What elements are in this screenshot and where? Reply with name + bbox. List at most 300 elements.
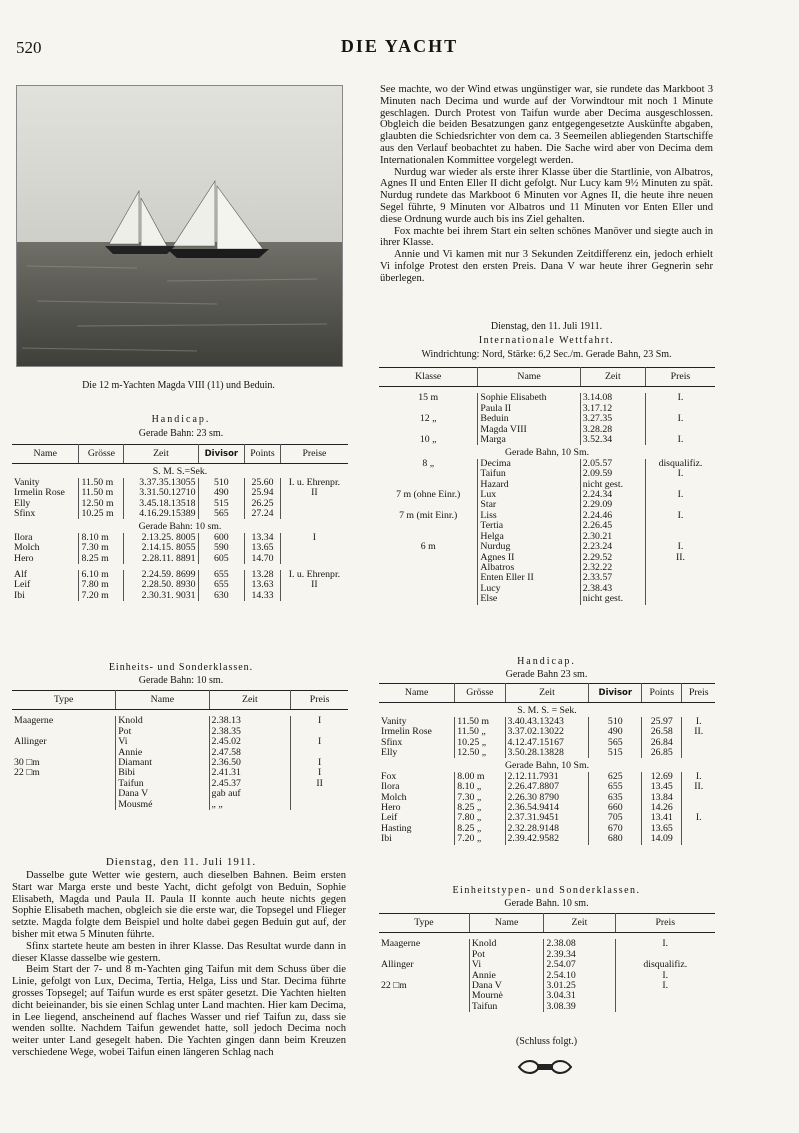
table-cell: 565 xyxy=(198,509,245,519)
table-cell: 10 „ xyxy=(379,435,478,445)
table-cell xyxy=(645,573,715,583)
table-cell: Enten Eller II xyxy=(478,573,580,583)
table-cell: Knold xyxy=(469,939,544,949)
table-cell: Hero xyxy=(379,803,455,813)
table-cell: Elly xyxy=(12,499,79,509)
table-cell: 660 xyxy=(589,803,642,813)
table-row xyxy=(12,509,348,519)
table-cell xyxy=(280,499,348,509)
table-cell: I. u. Ehrenpr. xyxy=(288,476,341,488)
table-cell: Maagerne xyxy=(379,939,469,949)
left-date-heading: Dienstag, den 11. Juli 1911. xyxy=(105,856,257,868)
table-cell: I. xyxy=(695,812,702,824)
table-cell: Irmelin Rose xyxy=(379,727,455,737)
table-cell xyxy=(379,991,469,1001)
table-cell: 7 m (ohne Einr.) xyxy=(379,490,478,500)
table-cell: 2.41.31 xyxy=(209,768,291,778)
table-cell: 14.09 xyxy=(642,834,682,844)
table-cell: Star xyxy=(478,500,580,510)
column-header: Grösse xyxy=(79,445,124,464)
table-cell: 2.47.58 xyxy=(209,748,291,758)
table-cell: 3.37.35.13055 xyxy=(124,478,198,488)
table-row xyxy=(379,521,715,531)
table-row xyxy=(379,511,715,521)
column-header: Divisor xyxy=(198,445,245,464)
table-cell: 8.10 „ xyxy=(455,782,505,792)
table-row xyxy=(12,591,348,601)
table-cell: 3.17.12 xyxy=(580,404,645,414)
table-cell: 2.39.42.9582 xyxy=(505,834,589,844)
table-cell: 2.45.37 xyxy=(209,779,291,789)
section-label-row xyxy=(12,464,348,478)
table-cell: Molch xyxy=(12,543,79,553)
table-cell xyxy=(280,591,348,601)
table-cell: 3.27.35 xyxy=(580,414,645,424)
table-cell: II xyxy=(311,487,318,499)
table-cell: 25.97 xyxy=(642,717,682,727)
table-cell: 4.12.47.15167 xyxy=(505,738,589,748)
table-cell: 26.25 xyxy=(245,499,281,509)
table-cell: 2.12.11.7931 xyxy=(505,772,589,782)
column-header: Type xyxy=(379,914,469,933)
table-cell: 2.30.21 xyxy=(580,532,645,542)
table-cell: 3.04.31 xyxy=(544,991,615,1001)
table-row xyxy=(379,469,715,479)
table-cell xyxy=(291,800,348,810)
table-cell: Irmelin Rose xyxy=(12,488,79,498)
table-cell: 3.50.28.13828 xyxy=(505,748,589,758)
table-cell: 2.38.13 xyxy=(209,716,291,726)
table-cell xyxy=(12,789,116,799)
table-cell: 2.38.08 xyxy=(544,939,615,949)
table-cell: 22 □m xyxy=(12,768,116,778)
handicap-subtitle: Gerade Bahn: 23 sm. xyxy=(138,428,224,439)
handicap-title: Handicap. xyxy=(151,414,211,425)
table-cell: nicht gest. xyxy=(580,594,645,604)
table-cell: 2.36.54.9414 xyxy=(505,803,589,813)
right-handicap-table-wrap xyxy=(379,683,715,845)
table-cell: 670 xyxy=(589,824,642,834)
table-cell: Allinger xyxy=(12,737,116,747)
table-cell: Mournė xyxy=(469,991,544,1001)
table-cell xyxy=(12,779,116,789)
table-cell: 680 xyxy=(589,834,642,844)
table-cell: I xyxy=(317,715,322,727)
table-row xyxy=(379,393,715,403)
table-cell: 11.50 m xyxy=(79,488,124,498)
table-cell: 3.14.08 xyxy=(580,393,645,403)
column-header: Name xyxy=(116,691,209,710)
table-cell: 8 „ xyxy=(379,459,478,469)
table-cell xyxy=(682,738,715,748)
table-cell: 515 xyxy=(589,748,642,758)
table-cell: Diamant xyxy=(116,758,209,768)
column-header: Divisor xyxy=(589,684,642,703)
table-cell: 30 □m xyxy=(12,758,116,768)
table-header-row xyxy=(12,691,348,710)
table-cell: disqualifiz. xyxy=(658,457,703,469)
table-cell: II. xyxy=(694,726,704,738)
right-einheits-title: Einheitstypen- und Sonderklassen. xyxy=(452,885,641,896)
table-cell: Ibi xyxy=(379,834,455,844)
table-cell xyxy=(280,554,348,564)
table-cell: 8.10 m xyxy=(79,533,124,543)
right-date-line: Dienstag, den 11. Juli 1911. xyxy=(490,321,603,332)
table-cell: Sfinx xyxy=(379,738,455,748)
table-cell: Alf xyxy=(12,570,79,580)
table-cell xyxy=(379,521,478,531)
table-cell: 2.38.35 xyxy=(209,727,291,737)
table-cell: 11.50 m xyxy=(79,478,124,488)
table-cell: 590 xyxy=(198,543,245,553)
table-cell: 2.24.59. 8699 xyxy=(124,570,198,580)
table-cell: 12 „ xyxy=(379,414,478,424)
column-header: Name xyxy=(469,914,544,933)
table-cell: Sophie Elisabeth xyxy=(478,393,580,403)
table-cell: Sfinx xyxy=(12,509,79,519)
table-cell: 14.70 xyxy=(245,554,281,564)
page-number: 520 xyxy=(16,38,42,57)
table-cell: 2.26.45 xyxy=(580,521,645,531)
table-cell: Nurdug xyxy=(478,542,580,552)
right-paragraph: Fox machte bei ihrem Start ein selten schönes Manöver und siegte auch in ihrer Klasse. xyxy=(380,225,713,249)
table-cell: 25.60 xyxy=(245,478,281,488)
table-cell: I. xyxy=(695,715,702,727)
column-header: Type xyxy=(12,691,116,710)
right-handicap-title: Handicap. xyxy=(517,656,576,667)
table-row xyxy=(379,584,715,594)
table-cell: 3.37.02.13022 xyxy=(505,727,589,737)
table-cell: Fox xyxy=(379,772,455,782)
table-cell: II xyxy=(316,777,323,789)
table-cell xyxy=(645,521,715,531)
table-row xyxy=(379,414,715,424)
table-cell: 3.45.18.13518 xyxy=(124,499,198,509)
table-cell: 630 xyxy=(198,591,245,601)
table-cell: 3.31.50.12710 xyxy=(124,488,198,498)
table-cell: 12.50 m xyxy=(79,499,124,509)
table-cell: 14.33 xyxy=(245,591,281,601)
column-header: Points xyxy=(245,445,281,464)
table-cell: 8.25 „ xyxy=(455,824,505,834)
table-cell xyxy=(645,594,715,604)
table-cell xyxy=(280,543,348,553)
table-cell: 13.41 xyxy=(642,813,682,823)
section-label: Gerade Bahn: 10 sm. xyxy=(138,521,222,533)
left-paragraph: Sfinx startete heute am besten in ihrer Klasse. Das Resultat wurde dann in dieser Klasse dasselbe wie gestern. xyxy=(12,940,346,964)
table-row xyxy=(12,779,348,789)
right-handicap-subtitle: Gerade Bahn 23 sm. xyxy=(505,669,588,680)
table-cell: II xyxy=(311,579,318,591)
photo-caption: Die 12 m-Yachten Magda VIII (11) und Beduin. xyxy=(82,380,275,391)
table-cell: 605 xyxy=(198,554,245,564)
table-cell: 11.50 „ xyxy=(455,727,505,737)
table-cell: Hasting xyxy=(379,824,455,834)
table-row xyxy=(12,727,348,737)
table-cell xyxy=(682,824,715,834)
table-cell: Taifun xyxy=(469,1002,544,1012)
right-einheits-subtitle: Gerade Bahn. 10 sm. xyxy=(504,898,589,909)
table-header-row xyxy=(12,445,348,464)
section-label: Gerade Bahn, 10 Sm. xyxy=(504,760,590,772)
column-header: Preis xyxy=(645,368,715,387)
column-header: Name xyxy=(12,445,79,464)
right-article-text xyxy=(380,84,713,285)
column-header: Grösse xyxy=(455,684,505,703)
table-cell: 510 xyxy=(198,478,245,488)
table-cell: 655 xyxy=(198,570,245,580)
table-row xyxy=(379,1002,715,1012)
section-label: S. M. S. = Sek. xyxy=(517,705,577,717)
section-label-row xyxy=(379,758,715,771)
table-row xyxy=(379,435,715,445)
table-cell: 13.65 xyxy=(642,824,682,834)
table-cell: 12.69 xyxy=(642,772,682,782)
table-cell: 490 xyxy=(589,727,642,737)
table-cell: 3.01.25 xyxy=(544,981,615,991)
table-cell: Knold xyxy=(116,716,209,726)
table-cell: I. xyxy=(677,541,684,553)
table-cell: Helga xyxy=(478,532,580,542)
table-cell: 10.25 m xyxy=(79,509,124,519)
table-cell: 3.52.34 xyxy=(580,435,645,445)
table-cell xyxy=(615,991,715,1001)
table-row xyxy=(379,594,715,604)
table-cell: Leif xyxy=(379,813,455,823)
ornament-icon xyxy=(515,1058,575,1076)
table-cell: 13.28 xyxy=(245,570,281,580)
table-cell: Elly xyxy=(379,748,455,758)
table-cell: I. xyxy=(662,980,669,992)
column-header: Klasse xyxy=(379,368,478,387)
table-cell: 2.05.57 xyxy=(580,459,645,469)
table-cell: 2.45.02 xyxy=(209,737,291,747)
right-event-line: Internationale Wettfahrt. xyxy=(478,335,615,346)
table-cell: 11.50 m xyxy=(455,717,505,727)
table-row xyxy=(12,737,348,747)
table-cell: 2.54.07 xyxy=(544,960,615,970)
table-cell: Ibi xyxy=(12,591,79,601)
column-header: Zeit xyxy=(544,914,615,933)
table-cell: 635 xyxy=(589,793,642,803)
table-cell: I xyxy=(317,757,322,769)
table-cell xyxy=(682,834,715,844)
column-header: Preise xyxy=(280,445,348,464)
table-cell: 26.84 xyxy=(642,738,682,748)
table-cell: 13.65 xyxy=(245,543,281,553)
table-cell: Pot xyxy=(116,727,209,737)
section-label: S. M. S.=Sek. xyxy=(152,466,208,478)
section-label-row xyxy=(379,703,715,717)
table-cell: 10.25 „ xyxy=(455,738,505,748)
table-cell: Hero xyxy=(12,554,79,564)
table-cell: 490 xyxy=(198,488,245,498)
table-cell xyxy=(379,573,478,583)
table-cell: Beduin xyxy=(478,414,580,424)
table-cell: 2.26.47.8807 xyxy=(505,782,589,792)
table-cell: 625 xyxy=(589,772,642,782)
table-cell: Vanity xyxy=(12,478,79,488)
left-handicap-table xyxy=(12,444,348,601)
column-header: Preis xyxy=(291,691,348,710)
right-paragraph: See machte, wo der Wind etwas ungünstiger war, sie rundete das Markboot 3 Minuten nach Decima und wurde auf der Vorwindtour mit noch 1 Minute geschlagen. Durch Protest von Taifun wurde aber Decima ausgeschlossen. Obgleich die beiden Besatzungen ganz entgegengesetzte Auskünfte abgaben, glaubten die Schiedsrichter von dem ca. 3 Seemeilen abliegenden Startschiffe aus den Verlauf beobachtet zu haben. Die Sache wird aber von Decima dem Internationalen Kommittee vorgelegt werden. xyxy=(380,84,713,166)
table-cell: I. xyxy=(677,509,684,521)
table-cell xyxy=(12,800,116,810)
right-paragraph: Annie und Vi kamen mit nur 3 Sekunden Zeitdifferenz ein, jedoch erhielt Vi infolge Protest den ersten Preis. Dana V war heute ihrer Gegnerin sehr überlegen. xyxy=(380,249,713,284)
table-cell: I. xyxy=(662,938,669,950)
table-cell: Taifun xyxy=(116,779,209,789)
table-cell: 27.24 xyxy=(245,509,281,519)
table-cell: „ „ xyxy=(209,800,291,810)
table-cell: 600 xyxy=(198,533,245,543)
table-cell xyxy=(280,509,348,519)
right-paragraph: Nurdug war wieder als erste ihrer Klasse über die Startlinie, von Albatros, Agnes II und Enten Eller II dicht gefolgt. Nur Lucy kam 9½ Minuten zu spät. Nurdug rundete das Markboot 6 Minuten vor Agnes II, die heute ihre neuen Segel führte, 9 Minuten vor Albatros und 11 Minuten vor Enten Eller und diese Ordnung wurde auch bis ins Ziel gehalten. xyxy=(380,166,713,225)
table-cell: I xyxy=(312,531,317,543)
table-cell: 7.80 m xyxy=(79,580,124,590)
table-cell: 2.28.11. 8891 xyxy=(124,554,198,564)
table-cell xyxy=(379,1002,469,1012)
table-cell: Annie xyxy=(116,748,209,758)
einheits-subtitle: Gerade Bahn: 10 sm. xyxy=(138,675,224,686)
table-cell: II. xyxy=(675,551,685,563)
table-cell: 3.40.43.13243 xyxy=(505,717,589,727)
table-cell: 7.80 „ xyxy=(455,813,505,823)
table-cell: 655 xyxy=(589,782,642,792)
left-einheits-table-wrap xyxy=(12,690,348,810)
footer-note: (Schluss folgt.) xyxy=(515,1036,578,1047)
table-cell: 8.00 m xyxy=(455,772,505,782)
table-cell: I xyxy=(317,767,322,779)
table-cell: 7.30 „ xyxy=(455,793,505,803)
table-cell: Vanity xyxy=(379,717,455,727)
column-header: Zeit xyxy=(209,691,291,710)
column-header: Points xyxy=(642,684,682,703)
table-cell: Leif xyxy=(12,580,79,590)
table-cell: Vi xyxy=(116,737,209,747)
table-cell: 2.37.31.9451 xyxy=(505,813,589,823)
table-row xyxy=(379,542,715,552)
table-cell: II. xyxy=(694,781,704,793)
table-cell: 2.28.50. 8930 xyxy=(124,580,198,590)
table-cell: 4.16.29.15389 xyxy=(124,509,198,519)
table-cell: Allinger xyxy=(379,960,469,970)
table-cell: I. xyxy=(677,392,684,404)
table-cell: disqualifiz. xyxy=(643,959,688,971)
table-cell xyxy=(379,563,478,573)
table-cell xyxy=(615,1002,715,1012)
table-cell: nicht gest. xyxy=(580,480,645,490)
table-cell: I. xyxy=(662,969,669,981)
table-cell xyxy=(379,594,478,604)
table-row xyxy=(12,768,348,778)
table-cell: 2.38.43 xyxy=(580,584,645,594)
table-cell: 2.24.34 xyxy=(580,490,645,500)
table-cell: 2.30.31. 9031 xyxy=(124,591,198,601)
right-results-table-wrap xyxy=(379,367,715,605)
table-cell: 2.14.15. 8055 xyxy=(124,543,198,553)
table-row xyxy=(12,789,348,799)
table-cell: 515 xyxy=(198,499,245,509)
table-row xyxy=(379,563,715,573)
table-cell: 7 m (mit Einr.) xyxy=(379,511,478,521)
table-row xyxy=(379,459,715,469)
table-cell: 655 xyxy=(198,580,245,590)
table-cell: 13.45 xyxy=(642,782,682,792)
table-cell: Else xyxy=(478,594,580,604)
table-cell: 7.20 m xyxy=(79,591,124,601)
column-header: Zeit xyxy=(580,368,645,387)
table-cell: I. xyxy=(677,434,684,446)
table-row xyxy=(12,716,348,726)
table-cell: Ilora xyxy=(12,533,79,543)
table-cell: 25.94 xyxy=(245,488,281,498)
table-cell: Bibi xyxy=(116,768,209,778)
table-cell xyxy=(682,793,715,803)
table-cell xyxy=(682,748,715,758)
table-cell: I. xyxy=(677,413,684,425)
table-cell: gab auf xyxy=(209,789,291,799)
yacht-photo xyxy=(16,85,343,367)
table-cell: I xyxy=(317,736,322,748)
table-cell: Ilora xyxy=(379,782,455,792)
table-cell: Vi xyxy=(469,960,544,970)
column-header: Preis xyxy=(615,914,715,933)
table-cell: 15 m xyxy=(379,393,478,403)
table-cell: I. u. Ehrenpr. xyxy=(288,569,341,581)
table-cell: Agnes II xyxy=(478,553,580,563)
column-header: Preis xyxy=(682,684,715,703)
table-cell: 13.34 xyxy=(245,533,281,543)
table-cell: 2.36.50 xyxy=(209,758,291,768)
table-cell: 14.26 xyxy=(642,803,682,813)
table-cell: 13.84 xyxy=(642,793,682,803)
table-cell: 2.09.59 xyxy=(580,469,645,479)
table-row xyxy=(379,553,715,563)
table-cell xyxy=(379,584,478,594)
right-einheits-table xyxy=(379,913,715,1012)
table-cell: 26.58 xyxy=(642,727,682,737)
table-cell: Maagerne xyxy=(12,716,116,726)
column-header: Zeit xyxy=(505,684,589,703)
table-cell: Hazard xyxy=(478,480,580,490)
table-cell: Lux xyxy=(478,490,580,500)
table-row xyxy=(12,748,348,758)
table-row xyxy=(12,800,348,810)
einheits-title: Einheits- und Sonderklassen. xyxy=(108,662,254,673)
table-cell: 13.63 xyxy=(245,580,281,590)
table-cell: 26.85 xyxy=(642,748,682,758)
section-label: Gerade Bahn, 10 Sm. xyxy=(504,447,590,459)
table-cell xyxy=(379,469,478,479)
table-cell xyxy=(291,789,348,799)
table-cell: 2.24.46 xyxy=(580,511,645,521)
table-cell: 12.50 „ xyxy=(455,748,505,758)
table-cell: Molch xyxy=(379,793,455,803)
table-cell: I. xyxy=(677,468,684,480)
table-cell: 7.30 m xyxy=(79,543,124,553)
left-paragraph: Beim Start der 7- und 8 m-Yachten ging Taifun mit dem Schuss über die Linie, gefolgt von Lux, Decima, Tertia, Helga, Liss und Star. Decima führte grosses Topsegel; auf Taifun wurde es erst später gesetzt. Die Yachten hielten dicht beieinander, bis sie einen Schlag unter Land machten. Hier kam Decima, in Lee liegend, anscheinend auf flaches Wasser und rief Taifun zu, dass sie wenden sollte. Nachdem Taifun gewendet hatte, soll jedoch Decima noch weiter unter Land gesegelt haben. Die Yachten gingen dann beim Kreuzen verschiedene Wege, wobei Taifun einen längeren Schlag nach xyxy=(12,964,346,1058)
table-cell: 2.39.34 xyxy=(544,950,615,960)
section-label-row xyxy=(379,445,715,458)
table-cell: Magda VIII xyxy=(478,425,580,435)
left-article-text xyxy=(12,870,346,1059)
table-cell: I. xyxy=(677,489,684,501)
table-header-row xyxy=(379,368,715,387)
table-cell: 2.32.22 xyxy=(580,563,645,573)
table-cell: 6 m xyxy=(379,542,478,552)
table-row xyxy=(379,748,715,758)
table-cell: Taifun xyxy=(478,469,580,479)
